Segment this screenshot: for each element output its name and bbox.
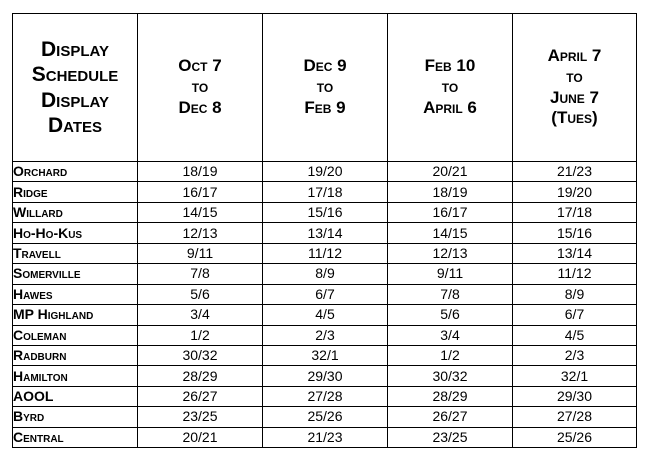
school-name: Somerville (13, 264, 138, 284)
corner-line: Display (41, 88, 109, 112)
date-cell: 7/8 (388, 284, 513, 304)
date-cell: 32/1 (263, 345, 388, 365)
date-cell: 26/27 (388, 407, 513, 427)
date-cell: 14/15 (388, 223, 513, 243)
school-name: Radburn (13, 345, 138, 365)
date-cell: 9/11 (388, 264, 513, 284)
date-cell: 17/18 (263, 182, 388, 202)
date-cell: 15/16 (513, 223, 637, 243)
period-header-3 (388, 14, 513, 162)
table-row (13, 182, 637, 202)
school-name: AOOL (13, 386, 138, 406)
school-name: Ho-Ho-Kus (13, 223, 138, 243)
school-name: MP Highland (13, 305, 138, 325)
date-cell: 17/18 (513, 202, 637, 222)
table-row (13, 345, 637, 365)
date-cell: 5/6 (388, 305, 513, 325)
school-name: Hawes (13, 284, 138, 304)
date-cell: 11/12 (263, 243, 388, 263)
period-line: Feb 10 (424, 56, 476, 76)
date-cell: 3/4 (388, 325, 513, 345)
date-cell: 16/17 (138, 182, 263, 202)
date-cell: 11/12 (513, 264, 637, 284)
date-cell: 7/8 (138, 264, 263, 284)
table-row (13, 386, 637, 406)
period-line: Dec 9 (303, 56, 347, 76)
period-line: to (441, 77, 459, 97)
date-cell: 9/11 (138, 243, 263, 263)
date-cell: 5/6 (138, 284, 263, 304)
date-cell: 30/32 (138, 345, 263, 365)
table-row (13, 202, 637, 222)
school-name: Orchard (13, 162, 138, 182)
date-cell: 20/21 (388, 162, 513, 182)
table-row (13, 162, 637, 182)
school-name: Willard (13, 202, 138, 222)
date-cell: 30/32 (388, 366, 513, 386)
date-cell: 19/20 (513, 182, 637, 202)
school-name: Ridge (13, 182, 138, 202)
date-cell: 18/19 (388, 182, 513, 202)
corner-line: Display (41, 38, 109, 62)
period-line: Oct 7 (178, 56, 222, 76)
date-cell: 29/30 (513, 386, 637, 406)
date-cell: 4/5 (263, 305, 388, 325)
date-cell: 3/4 (138, 305, 263, 325)
school-name: Travell (13, 243, 138, 263)
period-line: April 6 (423, 97, 477, 117)
date-cell: 15/16 (263, 202, 388, 222)
date-cell: 14/15 (138, 202, 263, 222)
period-line: June 7 (550, 87, 599, 107)
date-cell: 27/28 (263, 386, 388, 406)
school-name: Byrd (13, 407, 138, 427)
date-cell: 6/7 (513, 305, 637, 325)
period-line: to (316, 77, 334, 97)
corner-header (13, 14, 138, 162)
date-cell: 1/2 (138, 325, 263, 345)
table-row (13, 325, 637, 345)
date-cell: 23/25 (388, 427, 513, 447)
period-line: (Tues) (551, 108, 598, 128)
date-cell: 2/3 (263, 325, 388, 345)
header-row (13, 14, 637, 162)
date-cell: 8/9 (513, 284, 637, 304)
period-header-1 (138, 14, 263, 162)
date-cell: 13/14 (263, 223, 388, 243)
date-cell: 26/27 (138, 386, 263, 406)
corner-line: Dates (47, 113, 103, 137)
date-cell: 21/23 (513, 162, 637, 182)
table-row (13, 427, 637, 447)
date-cell: 32/1 (513, 366, 637, 386)
period-line: April 7 (547, 46, 602, 66)
table-row (13, 284, 637, 304)
date-cell: 19/20 (263, 162, 388, 182)
date-cell: 25/26 (263, 407, 388, 427)
date-cell: 12/13 (138, 223, 263, 243)
period-line: Dec 8 (178, 97, 222, 117)
table-row (13, 407, 637, 427)
corner-line: Schedule (31, 63, 119, 87)
date-cell: 27/28 (513, 407, 637, 427)
date-cell: 13/14 (513, 243, 637, 263)
date-cell: 2/3 (513, 345, 637, 365)
date-cell: 28/29 (388, 386, 513, 406)
date-cell: 6/7 (263, 284, 388, 304)
school-name: Hamilton (13, 366, 138, 386)
date-cell: 4/5 (513, 325, 637, 345)
period-line: to (566, 66, 583, 86)
period-header-4 (513, 14, 637, 162)
date-cell: 29/30 (263, 366, 388, 386)
school-name: Central (13, 427, 138, 447)
date-cell: 23/25 (138, 407, 263, 427)
table-row (13, 223, 637, 243)
date-cell: 21/23 (263, 427, 388, 447)
table-row (13, 243, 637, 263)
date-cell: 28/29 (138, 366, 263, 386)
period-line: to (191, 77, 209, 97)
school-name: Coleman (13, 325, 138, 345)
date-cell: 18/19 (138, 162, 263, 182)
date-cell: 1/2 (388, 345, 513, 365)
date-cell: 25/26 (513, 427, 637, 447)
date-cell: 20/21 (138, 427, 263, 447)
period-header-2 (263, 14, 388, 162)
table-row (13, 305, 637, 325)
period-line: Feb 9 (304, 97, 346, 117)
date-cell: 16/17 (388, 202, 513, 222)
display-schedule-table (12, 13, 637, 448)
table-row (13, 366, 637, 386)
date-cell: 8/9 (263, 264, 388, 284)
date-cell: 12/13 (388, 243, 513, 263)
table-row (13, 264, 637, 284)
